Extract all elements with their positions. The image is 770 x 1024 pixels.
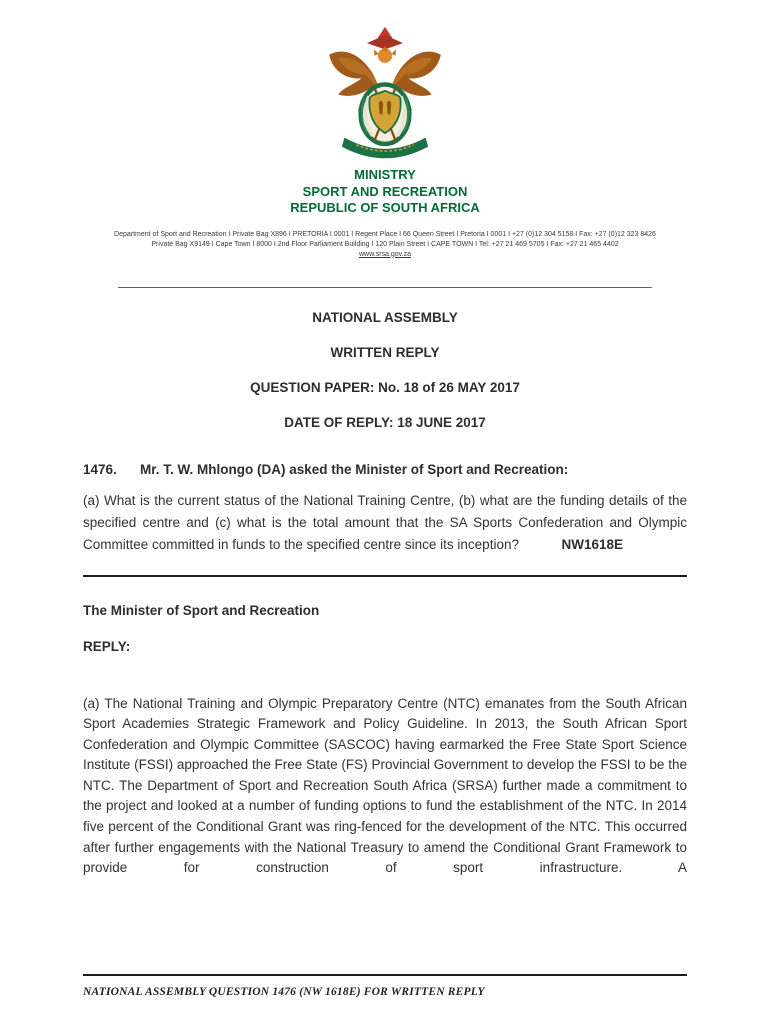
reply-label: REPLY:: [83, 638, 131, 654]
document-footer: [83, 974, 687, 998]
ministry-line-2: SPORT AND RECREATION: [302, 183, 468, 199]
footer-text: NATIONAL ASSEMBLY QUESTION 1476 (NW 1618E) FOR WRITTEN REPLY: [83, 986, 485, 998]
header-divider-line: [118, 287, 652, 288]
ministry-line-1: MINISTRY: [354, 167, 416, 182]
ministry-heading: [83, 167, 687, 217]
question-heading-text: Mr. T. W. Mhlongo (DA) asked the Minister of Sport and Recreation:: [140, 461, 569, 477]
minister-heading: The Minister of Sport and Recreation: [83, 602, 320, 618]
section-divider-line: [83, 575, 687, 577]
document-title: NATIONAL ASSEMBLY: [312, 309, 458, 325]
department-address-block: [83, 230, 687, 260]
south-africa-coat-of-arms-icon: [322, 26, 448, 161]
date-of-reply-line: DATE OF REPLY: 18 JUNE 2017: [284, 414, 486, 430]
document-subtitle: WRITTEN REPLY: [330, 344, 440, 360]
question-paper-line: QUESTION PAPER: No. 18 of 26 MAY 2017: [250, 379, 520, 395]
address-line-1: Department of Sport and Recreation I Private Bag X896 I PRETORIA I 0001 I Regent Place I 66 Queen Street I Pretoria I 0001 I +27 (0)12 304 5158 I Fax: +27 (0)12 323 8426: [114, 230, 656, 238]
title-block: [83, 310, 687, 430]
address-line-2: Private Bag X9149 I Cape Town I 8000 I 2nd Floor Parliament Building I 120 Plain Street I CAPE TOWN I Tel: +27 21 469 5705 I Fax: +27 21 465 4402: [151, 240, 619, 248]
footer-divider-line: [83, 974, 687, 976]
question-number: 1476.: [83, 461, 117, 477]
coat-of-arms-emblem: [83, 26, 687, 161]
ministry-line-3: REPUBLIC OF SOUTH AFRICA: [290, 200, 480, 215]
website-link[interactable]: www.srsa.gov.za: [359, 250, 411, 258]
question-body-text: (a) What is the current status of the National Training Centre, (b) what are the funding details of the specified centre and (c) what is the total amount that the SA Sports Confederation and Olympic Committee committed in funds to the specified centre since its inception?: [83, 492, 687, 552]
question-reference-code: NW1618E: [561, 536, 623, 552]
reply-paragraph: (a) The National Training and Olympic Preparatory Centre (NTC) emanates from the South African Sport Academies Strategic Framework and Policy Guideline. In 2013, the South African Sport Confederation and Olympic Committee (SASCOC) having earmarked the Free State Sport Science Institute (FSSI) approached the Free State (FS) Provincial Government to develop the FSSI to be the NTC. The Department of Sport and Recreation South Africa (SRSA) further made a commitment to the project and looked at a number of funding options to fund the establishment of the NTC. In 2014 five percent of the Conditional Grant was ring-fenced for the development of the NTC. This occurred after further engagements with the National Treasury to amend the Conditional Grant Framework to provide for construction of sport infrastructure. A: [83, 695, 687, 876]
question-body: [83, 490, 687, 556]
question-heading: [83, 462, 687, 477]
